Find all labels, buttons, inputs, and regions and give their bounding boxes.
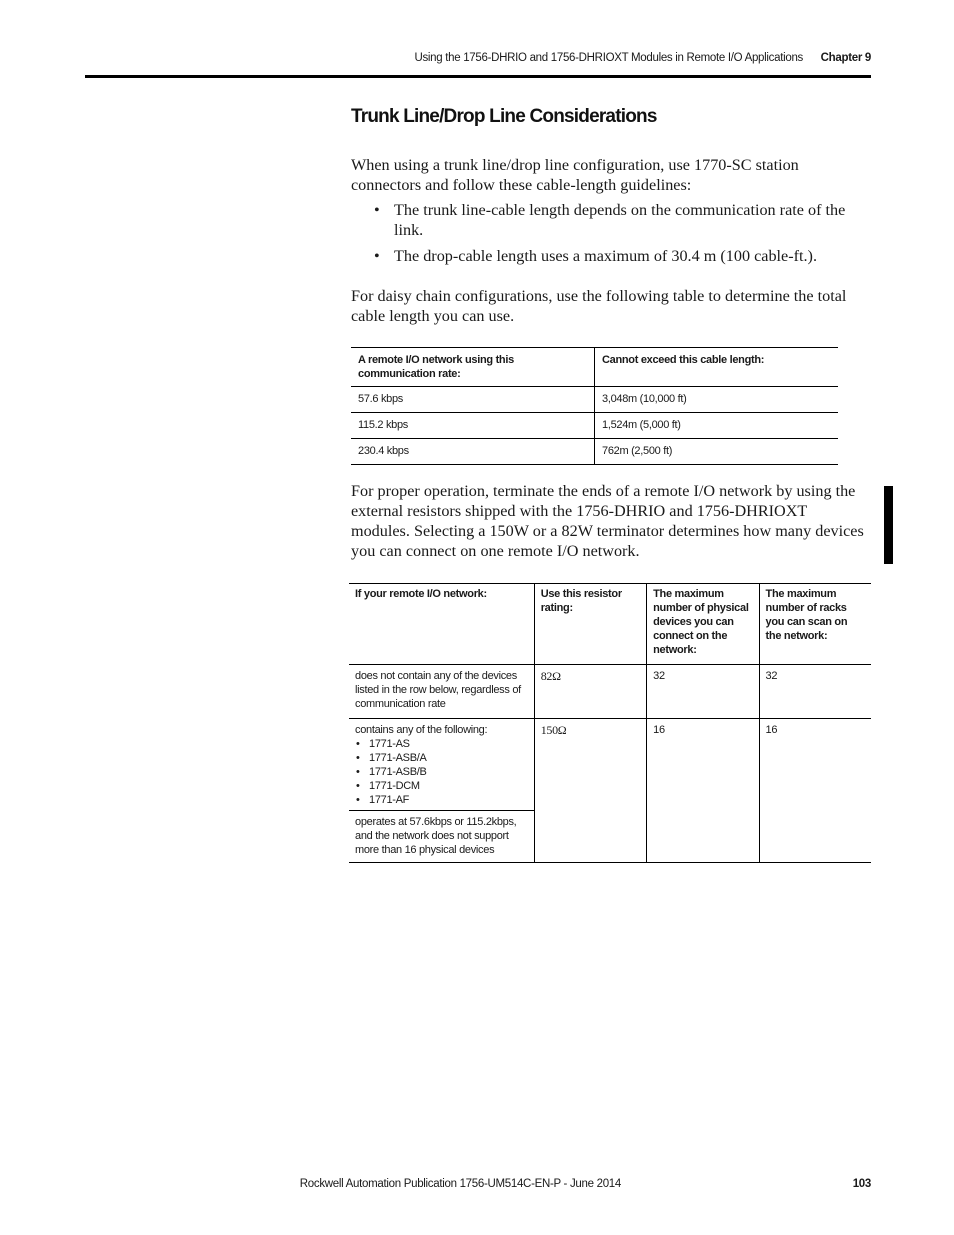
condition-cell	[349, 719, 534, 811]
table-row	[349, 719, 871, 811]
termination-paragraph: For proper operation, terminate the ends of a remote I/O network by using the external resistors shipped with the 1756-DHRIO and 1756-DHRIOXT modules. Selecting a 150W or a 82W terminator determines how many devices you can connect on one remote I/O network.	[351, 482, 864, 560]
devices-cell: 16	[647, 719, 759, 863]
daisy-chain-paragraph: For daisy chain configurations, use the following table to determine the total cable length you can use.	[351, 287, 847, 325]
chapter-label: Chapter 9	[820, 52, 871, 64]
table-row	[351, 413, 838, 439]
table-header-cell: The maximum number of racks you can scan on the network:	[759, 584, 871, 665]
chapter-thumb-tab	[884, 486, 893, 564]
devices-cell: 32	[647, 665, 759, 719]
list-item: • 1771-AF	[355, 793, 528, 807]
table-header-row	[349, 584, 871, 665]
cable-length-table	[351, 347, 838, 465]
table-header-cell: The maximum number of physical devices you can connect on the network:	[647, 584, 759, 665]
rating-value: 82Ω	[540, 669, 561, 683]
rate-cell: 115.2 kbps	[351, 413, 595, 439]
rating-value: 150Ω	[540, 723, 567, 737]
table-row	[351, 439, 838, 465]
list-item: • The drop-cable length uses a maximum of 30.4 m (100 cable-ft.).	[372, 246, 852, 266]
running-header-title: Using the 1756-DHRIO and 1756-DHRIOXT Modules in Remote I/O Applications	[414, 52, 803, 64]
header-rule	[85, 75, 871, 78]
page-number: 103	[852, 1178, 871, 1190]
list-item: • 1771-ASB/B	[355, 765, 528, 779]
condition-cell: does not contain any of the devices listed in the row below, regardless of communication rate	[349, 665, 534, 719]
list-item: • 1771-DCM	[355, 779, 528, 793]
resistor-rating-table	[349, 583, 871, 863]
rate-cell: 57.6 kbps	[351, 387, 595, 413]
guideline-list	[372, 200, 852, 272]
table-header-cell: If your remote I/O network:	[349, 584, 534, 665]
rating-cell	[534, 665, 646, 719]
table-header-cell: A remote I/O network using this communication rate:	[351, 348, 595, 387]
device-list	[355, 737, 528, 807]
condition-cell: operates at 57.6kbps or 115.2kbps, and the network does not support more than 16 physical devices	[349, 811, 534, 863]
length-cell: 3,048m (10,000 ft)	[595, 387, 839, 413]
rate-cell: 230.4 kbps	[351, 439, 595, 465]
section-heading: Trunk Line/Drop Line Considerations	[351, 106, 657, 127]
table-header-cell: Cannot exceed this cable length:	[595, 348, 839, 387]
publication-info: Rockwell Automation Publication 1756-UM514C-EN-P - June 2014	[299, 1178, 621, 1190]
length-cell: 762m (2,500 ft)	[595, 439, 839, 465]
length-cell: 1,524m (5,000 ft)	[595, 413, 839, 439]
table-header-cell: Use this resistor rating:	[534, 584, 646, 665]
table-row	[351, 387, 838, 413]
list-item: • 1771-AS	[355, 737, 528, 751]
list-item: • The trunk line-cable length depends on the communication rate of the link.	[372, 200, 852, 240]
page-footer	[0, 1178, 871, 1196]
table-row	[349, 665, 871, 719]
racks-cell: 32	[759, 665, 871, 719]
intro-paragraph: When using a trunk line/drop line configuration, use 1770-SC station connectors and follow these cable-length guidelines:	[351, 156, 799, 194]
page-header	[0, 52, 871, 72]
condition-intro: contains any of the following:	[355, 724, 488, 736]
list-item: • 1771-ASB/A	[355, 751, 528, 765]
table-header-row	[351, 348, 838, 387]
rating-cell	[534, 719, 646, 863]
racks-cell: 16	[759, 719, 871, 863]
